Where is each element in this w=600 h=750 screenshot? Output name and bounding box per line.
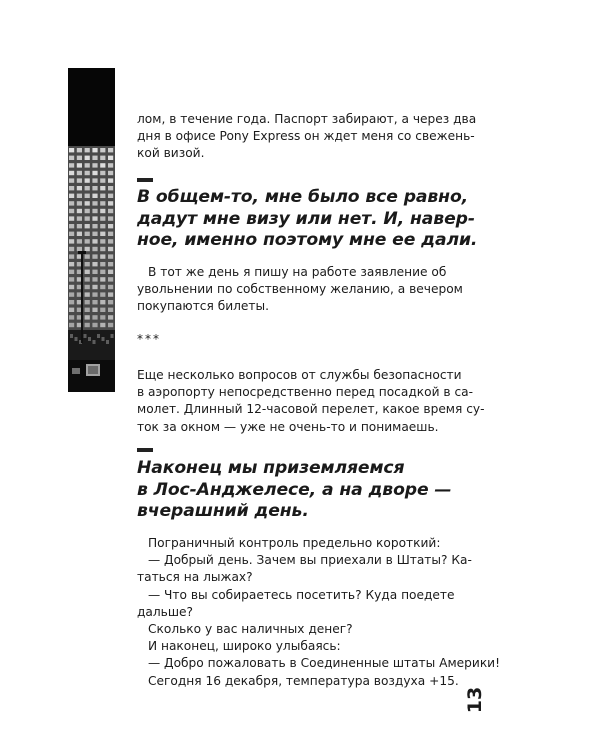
pull-quote-1-line: В общем-то, мне было все равно, xyxy=(137,187,469,207)
building-photo xyxy=(68,68,115,392)
dialogue-line: дальше? xyxy=(137,604,193,619)
section-separator: *** xyxy=(137,332,161,346)
dialogue-line: Сегодня 16 декабря, температура воздуха +15. xyxy=(148,673,459,688)
pull-quote-1-line: ное, именно поэтому мне ее дали. xyxy=(137,230,478,250)
dialogue-line: И наконец, широко улыбаясь: xyxy=(148,639,341,654)
pull-quote-2-line: в Лос-Анджелесе, а на дворе — xyxy=(137,479,452,500)
paragraph-2-line: В тот же день я пишу на работе заявление об xyxy=(148,265,447,279)
paragraph-2-line: увольнении по собственному желанию, а вечером xyxy=(137,282,463,297)
dialogue-line: Пограничный контроль предельно короткий: xyxy=(148,536,441,550)
paragraph-3-line: в аэропорту непосредственно перед посадкой в са- xyxy=(137,385,474,400)
dialogue-line: Сколько у вас наличных денег? xyxy=(148,622,353,637)
building-photo-graphic xyxy=(68,68,115,392)
pull-quote-2-line: вчерашний день. xyxy=(137,501,309,521)
pull-quote-1 xyxy=(137,187,478,252)
paragraph-3-line: Еще несколько вопросов от службы безопасности xyxy=(137,368,462,382)
pull-quote-2 xyxy=(137,458,467,523)
paragraph-2-line: покупаются билеты. xyxy=(137,299,270,314)
quote-2-dash-mark xyxy=(137,448,153,452)
paragraph-1 xyxy=(137,111,477,163)
page-number: 13 xyxy=(464,686,486,714)
paragraph-1-line: лом, в течение года. Паспорт забирают, а через два xyxy=(137,112,477,126)
dialogue-line: — Добро пожаловать в Соединенные штаты Америки! xyxy=(148,656,500,671)
paragraph-3-line: ток за окном — уже не очень-то и понимаешь. xyxy=(137,419,439,434)
paragraph-1-line: дня в офисе Pony Express он ждет меня со свежень- xyxy=(137,129,475,144)
dialogue-block xyxy=(137,535,500,690)
dialogue-line: — Добрый день. Зачем вы приехали в Штаты? Ка- xyxy=(148,553,472,568)
pull-quote-2-line: Наконец мы приземляемся xyxy=(137,458,405,478)
paragraph-3-line: молет. Длинный 12-часовой перелет, какое время су- xyxy=(137,402,485,417)
paragraph-2 xyxy=(137,264,467,316)
paragraph-3 xyxy=(137,367,485,436)
dialogue-line: — Что вы собираетесь посетить? Куда поедете xyxy=(148,587,455,602)
quote-1-dash-mark xyxy=(137,178,153,182)
paragraph-1-line: кой визой. xyxy=(137,146,205,161)
pull-quote-1-line: дадут мне визу или нет. И, навер- xyxy=(137,208,475,229)
dialogue-line: таться на лыжах? xyxy=(137,570,253,585)
